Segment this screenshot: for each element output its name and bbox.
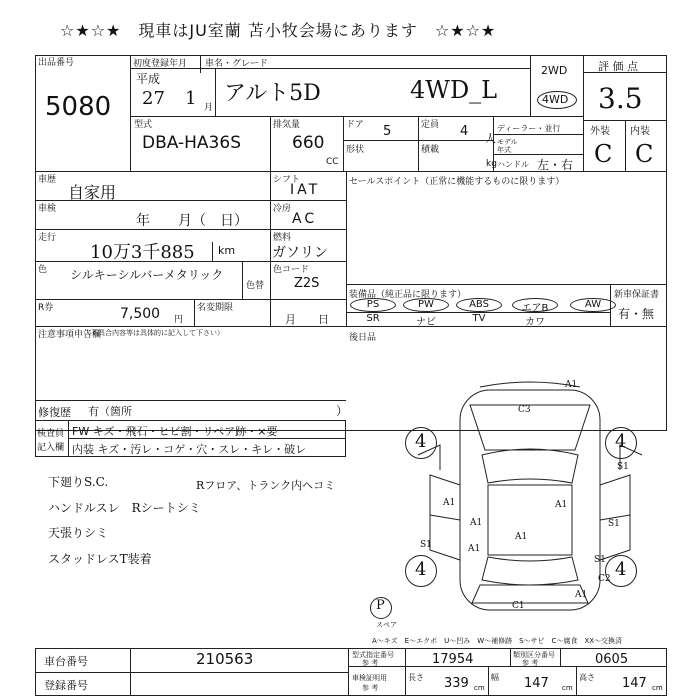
chassis-value: 210563 [196,650,254,668]
model-year-label2: 年式 [497,146,511,154]
equipment-code: ABS [469,299,489,310]
capacity-unit: 人 [485,132,496,145]
recycle-value: 7,500 [120,306,161,322]
drive-2wd: 2WD [541,64,568,77]
damage-mark: S1 [608,519,620,529]
displacement-value: 660 [292,133,325,153]
interior-label: 内装 [630,126,650,137]
inspector-row2: 内装 キズ・汚レ・コゲ・穴・スレ・キレ・破レ [72,443,307,456]
color-code-label: 色コード [273,265,310,275]
first-reg-label: 初度登録年月 [133,59,188,69]
first-reg-era: 平成 [136,72,161,86]
shift-value: IAT [290,182,321,198]
recycle-unit: 円 [174,315,184,325]
model-year-label1: モデル [497,138,518,146]
cert-sub: 参 考 [362,684,379,692]
damage-mark: S1 [420,540,432,550]
inspector-note-3: 天張りシミ [48,526,109,540]
diagram-windshield [482,449,578,483]
damage-mark: A1 [443,498,456,508]
doors-value: 5 [383,124,392,139]
handle-value: 左・右 [537,158,574,172]
damage-mark: S1 [617,462,629,472]
drive-4wd: 4WD [542,93,569,106]
legend: A～キズ E～エクボ U～凹み W～補修跡 S～サビ C～腐食 XX～交換済 [372,637,623,645]
width-label: 幅 [491,673,499,682]
equipment-name: TV [472,313,486,324]
displacement-label: 排気量 [273,120,301,130]
cert-label: 車検証明用 [352,674,387,682]
spare-label: スペア [376,621,397,629]
type-approval-label: 型式指定番号 [352,651,394,659]
name-change-value: 月 日 [285,313,329,326]
displacement-unit: CC [326,157,339,167]
equipment-code: PS [366,299,380,310]
category-label: 類別区分番号 [513,651,555,659]
equipment-code: エアB [521,303,549,314]
type-approval-sub: 参 考 [362,659,379,667]
damage-mark: C3 [518,405,531,415]
banner: ☆★☆★ 現車はJU室蘭 苫小牧会場にあります ☆★☆★ [60,21,497,40]
color-code: Z2S [294,276,320,291]
category-sub: 参 考 [522,659,539,667]
spare-mark: P [376,598,385,613]
capacity-value: 4 [460,124,469,139]
type-approval-value: 17954 [432,652,474,667]
repair-close: ） [336,404,349,418]
first-reg-year: 27 [142,88,165,109]
equipment-code: AW [584,299,602,310]
history-value: 自家用 [68,183,117,202]
lot-label: 出品番号 [38,58,75,68]
fuel-value: ガソリン [272,245,328,261]
damage-mark: A1 [565,380,578,390]
name-change-label: 名変期限 [197,303,234,313]
inspector-note-1: 下廻りS.C. [48,475,109,489]
diagram-roof [488,485,572,555]
car-name-label: 車名・グレード [205,59,269,69]
tire-depth: 4 [415,559,427,580]
damage-mark: A1 [470,518,483,528]
model-value: DBA-HA36S [142,133,241,153]
damage-mark: A1 [555,500,568,510]
seat-back-label: 後日品 [349,333,377,343]
shift-label: シフト [273,175,301,185]
registration-label: 登録番号 [44,679,88,692]
warranty-label: 新車保証書 [614,290,660,300]
inspector-label1: 検査員 [37,429,65,439]
damage-mark: C2 [598,574,611,584]
capacity-label: 定員 [421,120,440,130]
damage-mark: C1 [512,601,525,611]
warranty-value: 有・無 [618,307,655,321]
tire-depth: 4 [415,431,427,452]
inspector-note-2: ハンドルスレ Rシートシミ [48,501,201,515]
notes-label: 注意事項申告欄 [38,330,102,340]
damage-mark: A1 [468,544,481,554]
inspection-label: 車検 [38,204,57,214]
mileage-label: 走行 [38,233,57,243]
equipment-label: 装備品（純正品に限ります） [349,290,467,300]
aircon-label: 冷房 [273,204,292,214]
length-value: 339 [444,676,469,691]
repair-value: 有（箇所 [88,405,132,418]
mileage-unit: km [218,244,236,257]
fuel-label: 燃料 [273,233,292,243]
handle-label: ハンドル [497,160,529,169]
load-label: 積載 [421,145,440,155]
width-value: 147 [524,676,549,691]
chassis-label: 車台番号 [44,655,88,668]
damage-mark: A1 [575,590,588,600]
inspector-label2: 記入欄 [37,443,65,453]
color-change-label: 色替 [246,281,265,291]
mileage-value: 10万3千885 [90,242,195,263]
aircon-value: AC [292,211,318,227]
model-label: 型式 [134,120,153,130]
lot-number: 5080 [45,92,112,122]
notes-sub: （不具合内容等は具体的に記入して下さい） [84,329,224,337]
exterior-label: 外装 [590,126,610,137]
diagram-trunk [472,585,588,603]
height-unit: cm [652,684,663,692]
color-label: 色 [38,265,48,275]
history-label: 車歴 [38,175,57,185]
equipment-name: ナビ [416,317,436,328]
inspector-note-4: スタッドレスT装着 [48,552,152,566]
score-value: 3.5 [598,82,643,115]
diagram-body-outline [460,390,600,610]
equipment-name: SR [366,313,380,324]
shape-label: 形状 [346,145,365,155]
exterior-score: C [594,140,613,168]
car-name: アルト5D [224,81,321,106]
interior-score: C [635,140,654,168]
equipment-name: カワ [525,317,545,328]
car-grade: 4WD_L [410,76,498,104]
color-value: シルキーシルバーメタリック [70,268,224,282]
first-reg-month-unit: 月 [204,103,214,113]
length-unit: cm [474,684,485,692]
doors-label: ドア [346,120,364,130]
damage-mark: A1 [515,532,528,542]
width-unit: cm [562,684,573,692]
inspector-note-right: Rフロア、トランク内ヘコミ [196,479,336,492]
repair-label: 修復歴 [38,406,71,419]
damage-mark: S1 [594,555,606,565]
load-unit: kg [486,159,497,169]
score-label: 評 価 点 [598,60,638,73]
first-reg-month: 1 [185,88,197,109]
length-label: 長さ [408,673,424,682]
inspection-value: 年 月（ 日） [136,213,248,229]
height-label: 高さ [579,673,595,682]
inspector-row1: FW キズ・飛石・ヒビ割・リペア跡・×要 [72,425,278,438]
diagram-rear-window [482,557,578,585]
sales-point-label: セールスポイント（正常に機能するものに限ります） [349,177,565,187]
recycle-label: R券 [38,303,54,313]
category-value: 0605 [595,652,629,667]
equipment-code: PW [418,299,434,310]
dealer-label: ディーラー・並行 [497,124,561,133]
tire-depth: 4 [615,559,627,580]
tire-depth: 4 [615,431,627,452]
height-value: 147 [622,676,647,691]
